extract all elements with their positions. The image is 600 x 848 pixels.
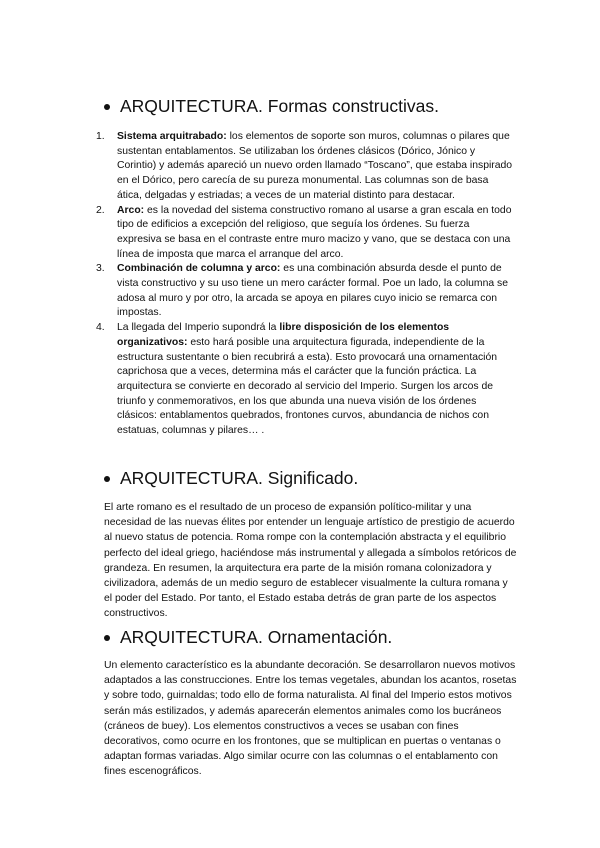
list-item-arquitrabado (96, 130, 516, 204)
heading-text: ARQUITECTURA. Ornamentación. (120, 627, 393, 647)
heading-formas-constructivas (104, 95, 439, 117)
heading-ornamentacion (104, 626, 392, 648)
list-item-libre-disposicion (96, 321, 516, 439)
bullet-icon (104, 104, 110, 110)
list-item-text: esto hará posible una arquitectura figurada, independiente de la estructura sustentante o bien recubrirá a esta). Esto provocará una ornamentación caprichosa que a veces, determina más el carácter que la función práctica. La arquitectura se convierte en decorado al servicio del Imperio. Surgen los arcos de triunfo y conmemorativos, en los que abunda una nueva visión de los órdenes clásicos: entablamentos quebrados, frontones curvos, abundancia de nichos con estatuas, columnas y pilares… . (117, 336, 498, 437)
heading-significado (104, 467, 358, 489)
list-number: 2. (96, 204, 105, 216)
list-item-intro: La llegada del Imperio supondrá la (117, 322, 280, 334)
significado-paragraph: El arte romano es el resultado de un proceso de expansión político-militar y una necesidad de las nuevas élites por entender un lenguaje artístico de prestigio de acuerdo al nuevo status de potencia. Roma rompe con la contemplación abstracta y el equilibrio perfecto del ideal griego, haciéndose más instrumental y allegada a símbolos retóricos de grandeza. En resumen, la arquitectura era parte de la misión romana colonizadora y civilizadora, además de un medio seguro de establecer visualmente la cultura romana y el poder del Estado. Por tanto, el Estado estaba detrás de gran parte de los aspectos constructivos. (104, 502, 517, 620)
list-number: 4. (96, 322, 105, 334)
list-item-term: Combinación de columna y arco: (117, 263, 281, 275)
list-number: 3. (96, 263, 105, 275)
formas-list (96, 130, 516, 439)
heading-text: ARQUITECTURA. Significado. (120, 468, 359, 488)
bullet-icon (104, 476, 110, 482)
ornamentacion-paragraph: Un elemento característico es la abundante decoración. Se desarrollaron nuevos motivos adaptados a las construcciones. Entre los temas vegetales, abundan los acantos, rosetas y sobre todo, guirnaldas; todo ello de forma naturalista. Al final del Imperio estos motivos serán más estilizados, y además aparecerán elementos animales como los bucráneos (cráneos de buey). Los elementos constructivos a veces se usaban con fines decorativos, como ocurre en los frontones, que se multiplican en puertas o ventanas o adaptan formas variadas. Algo similar ocurre con las columnas o el entablamento con fines escenográficos. (104, 660, 517, 778)
heading-text: ARQUITECTURA. Formas constructivas. (120, 96, 439, 116)
list-item-text: es la novedad del sistema constructivo romano al usarse a gran escala en todo tipo de edificios a excepción del religioso, que seguía los órdenes. Su fuerza expresiva se basa en el contraste entre muro macizo y vano, que se destaca con una línea de imposta que marca el arranque del arco. (117, 204, 512, 260)
list-item-term: libre disposición de los elementos organizativos: (117, 322, 450, 348)
list-item-arco (96, 204, 516, 263)
list-number: 1. (96, 131, 105, 142)
list-item-columna-arco (96, 262, 516, 321)
list-item-term: Sistema arquitrabado: (117, 131, 227, 142)
bullet-icon (104, 635, 110, 641)
list-item-text: los elementos de soporte son muros, columnas o pilares que sustentan entablamentos. Se utilizaban los órdenes clásicos (Dórico, Jónico y Corintio) y además apareció un nuevo orden llamado “Toscano”, que estaba inspirado en el Dórico, pero carecía de su pureza monumental. Las columnas son de basa ática, delgadas y estriadas; a veces de un material distinto para destacar. (117, 131, 513, 201)
list-item-text: es una combinación absurda desde el punto de vista constructivo y su uso tiene un mero carácter formal. Poe un lado, la columna se adosa al muro y por otro, la arcada se apoya en pilares cuyo inicio se remarca con impostas. (117, 263, 508, 319)
list-item-term: Arco: (117, 204, 145, 216)
